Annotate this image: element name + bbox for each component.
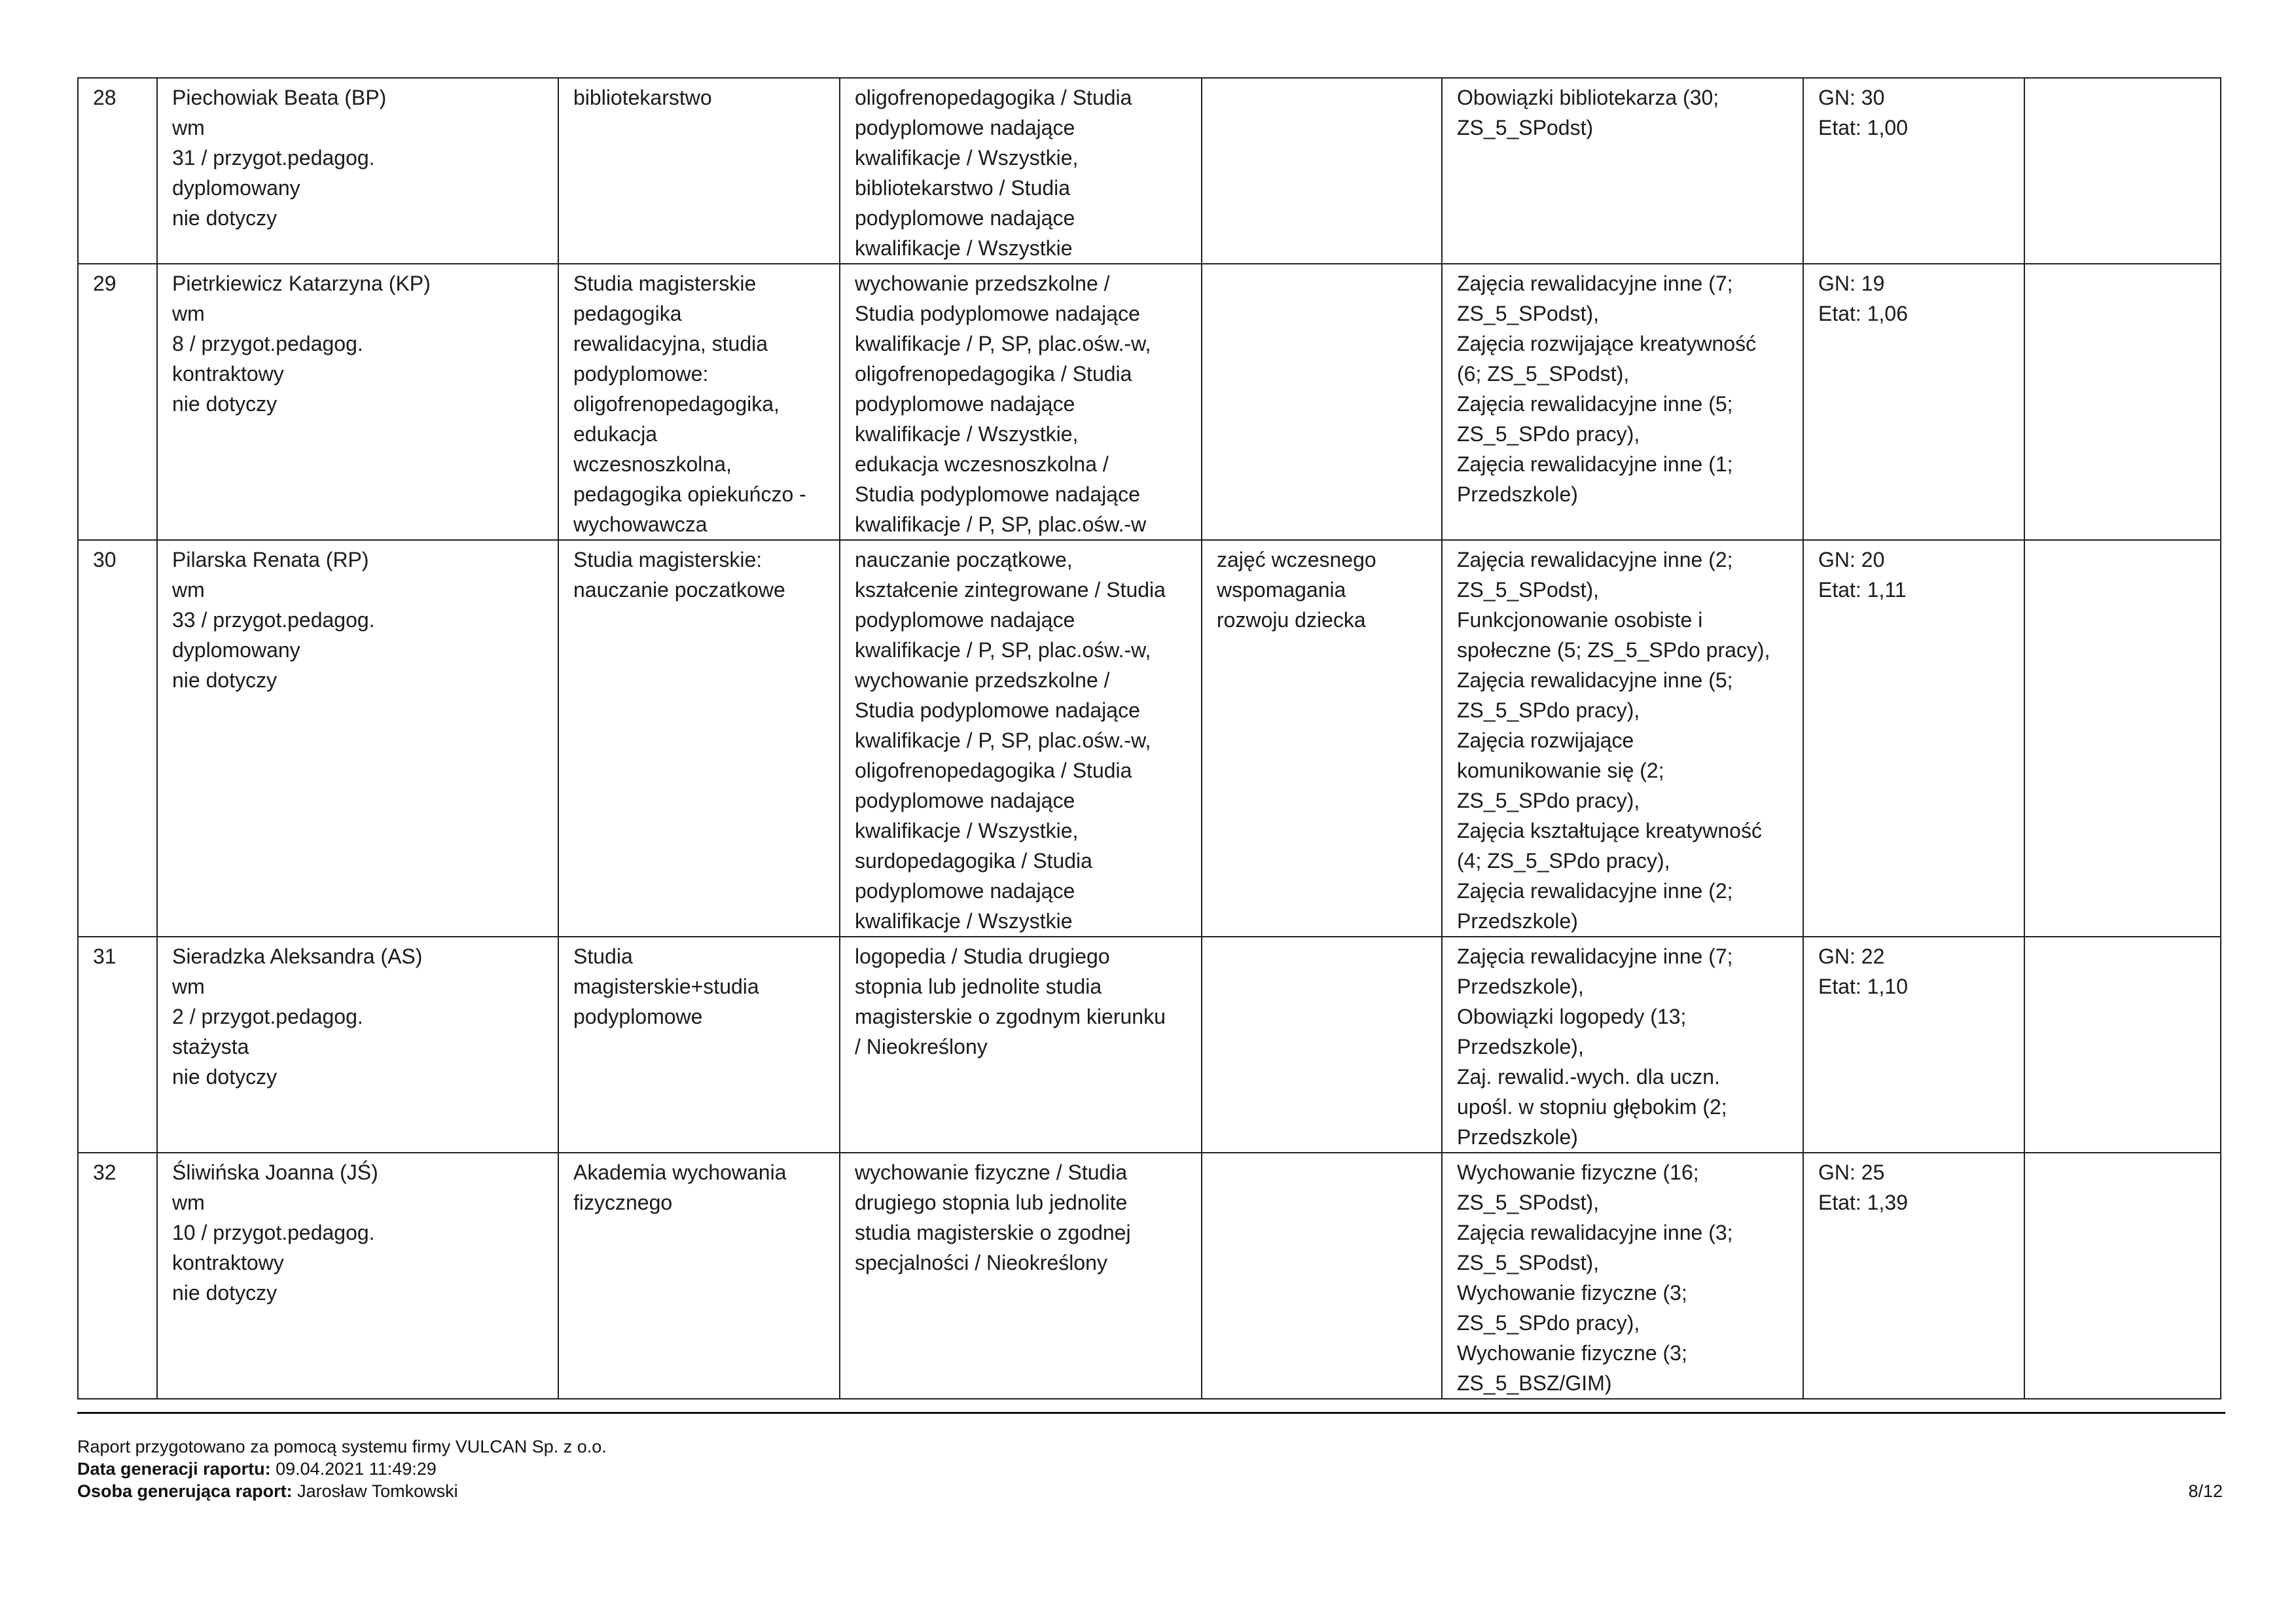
education-cell — [558, 540, 840, 937]
assigned-classes-cell — [1442, 937, 1803, 1153]
assigned-classes-cell — [1442, 540, 1803, 937]
hours-line: GN: 30 — [1818, 86, 1885, 109]
assigned-classes-line: ZS_5_SPodst) — [1457, 116, 1594, 139]
notes-cell — [2024, 937, 2221, 1153]
assigned-classes-line: Zaj. rewalid.-wych. dla uczn. — [1457, 1065, 1720, 1089]
teacher-line: Pietrkiewicz Katarzyna (KP) — [172, 272, 431, 295]
education-line: fizycznego — [573, 1191, 673, 1214]
teacher-line: nie dotyczy — [172, 392, 278, 416]
hours-cell — [1803, 264, 2024, 540]
teacher-line: wm — [172, 302, 205, 325]
qualifications-line: kwalifikacje / P, SP, plac.ośw.-w, — [855, 332, 1151, 355]
report-footer — [77, 1435, 607, 1502]
number-cell: 29 — [78, 264, 157, 540]
assigned-classes-line: upośl. w stopniu głębokim (2; — [1457, 1095, 1727, 1119]
assigned-classes-line: ZS_5_SPodst), — [1457, 1191, 1599, 1214]
assigned-classes-line: ZS_5_SPdo pracy), — [1457, 698, 1640, 722]
hours-line: Etat: 1,06 — [1818, 302, 1908, 325]
assigned-classes-line: Zajęcia rewalidacyjne inne (2; — [1457, 879, 1733, 903]
education-line: nauczanie poczatkowe — [573, 578, 785, 602]
assigned-classes-line: Zajęcia rewalidacyjne inne (1; — [1457, 452, 1733, 476]
education-line: rewalidacyjna, studia — [573, 332, 768, 355]
qualifications-line: oligofrenopedagogika / Studia — [855, 759, 1132, 782]
number-cell: 30 — [78, 540, 157, 937]
education-line: wychowawcza — [573, 513, 708, 536]
assigned-classes-line: Obowiązki logopedy (13; — [1457, 1005, 1687, 1028]
teacher-line: dyplomowany — [172, 176, 300, 200]
number-cell: 32 — [78, 1153, 157, 1399]
hours-line: GN: 25 — [1818, 1161, 1885, 1184]
assigned-classes-line: Zajęcia rozwijające — [1457, 729, 1634, 752]
additional-qualifications-cell — [1202, 264, 1442, 540]
qualifications-line: kwalifikacje / Wszystkie, — [855, 146, 1079, 170]
assigned-classes-line: ZS_5_BSZ/GIM) — [1457, 1371, 1612, 1395]
education-line: oligofrenopedagogika, — [573, 392, 780, 416]
education-cell — [558, 264, 840, 540]
assigned-classes-line: Wychowanie fizyczne (16; — [1457, 1161, 1699, 1184]
assigned-classes-line: Zajęcia rewalidacyjne inne (3; — [1457, 1221, 1733, 1244]
footer-author-value: Jarosław Tomkowski — [292, 1481, 458, 1501]
qualifications-line: wychowanie przedszkolne / — [855, 668, 1110, 692]
hours-line: GN: 20 — [1818, 548, 1885, 571]
education-cell — [558, 78, 840, 264]
footer-date-value: 09.04.2021 11:49:29 — [270, 1459, 437, 1479]
teacher-line: nie dotyczy — [172, 668, 278, 692]
additional-qualifications-line: rozwoju dziecka — [1217, 608, 1366, 632]
table-row — [78, 540, 2221, 937]
hours-line: GN: 19 — [1818, 272, 1885, 295]
additional-qualifications-line: wspomagania — [1217, 578, 1346, 602]
teacher-line: nie dotyczy — [172, 1065, 278, 1089]
qualifications-line: wychowanie przedszkolne / — [855, 272, 1110, 295]
qualifications-line: kwalifikacje / Wszystkie, — [855, 422, 1079, 446]
number-cell: 31 — [78, 937, 157, 1153]
notes-cell — [2024, 78, 2221, 264]
teacher-line: Piechowiak Beata (BP) — [172, 86, 387, 109]
teacher-line: 10 / przygot.pedagog. — [172, 1221, 375, 1244]
footer-author — [77, 1480, 607, 1502]
teacher-line: 2 / przygot.pedagog. — [172, 1005, 363, 1028]
assigned-classes-line: ZS_5_SPdo pracy), — [1457, 789, 1640, 812]
education-line: pedagogika — [573, 302, 682, 325]
education-line: bibliotekarstwo — [573, 86, 712, 109]
teacher-line: stażysta — [172, 1035, 249, 1058]
assigned-classes-line: Funkcjonowanie osobiste i — [1457, 608, 1703, 632]
qualifications-line: edukacja wczesnoszkolna / — [855, 452, 1109, 476]
assigned-classes-line: ZS_5_SPdo pracy), — [1457, 422, 1640, 446]
table-row — [78, 264, 2221, 540]
hours-line: Etat: 1,10 — [1818, 975, 1908, 998]
education-line: Akademia wychowania — [573, 1161, 787, 1184]
teacher-line: 33 / przygot.pedagog. — [172, 608, 375, 632]
assigned-classes-line: Zajęcia rewalidacyjne inne (2; — [1457, 548, 1733, 571]
additional-qualifications-cell — [1202, 78, 1442, 264]
qualifications-line: drugiego stopnia lub jednolite — [855, 1191, 1128, 1214]
teacher-line: wm — [172, 116, 205, 139]
assigned-classes-line: ZS_5_SPodst), — [1457, 1251, 1599, 1274]
teacher-line: nie dotyczy — [172, 1281, 278, 1305]
hours-cell — [1803, 78, 2024, 264]
footer-generation-date — [77, 1458, 607, 1480]
qualifications-cell — [840, 540, 1202, 937]
teacher-line: dyplomowany — [172, 638, 300, 662]
teacher-line: Śliwińska Joanna (JŚ) — [172, 1161, 378, 1184]
qualifications-line: stopnia lub jednolite studia — [855, 975, 1102, 998]
qualifications-line: magisterskie o zgodnym kierunku — [855, 1005, 1166, 1028]
teacher-line: kontraktowy — [172, 1251, 284, 1274]
assigned-classes-line: ZS_5_SPodst), — [1457, 302, 1599, 325]
hours-cell — [1803, 1153, 2024, 1399]
assigned-classes-line: Przedszkole) — [1457, 482, 1578, 506]
footer-author-label: Osoba generująca raport: — [77, 1481, 293, 1501]
qualifications-line: kwalifikacje / P, SP, plac.ośw.-w — [855, 513, 1147, 536]
education-line: edukacja — [573, 422, 658, 446]
education-cell — [558, 937, 840, 1153]
hours-cell — [1803, 540, 2024, 937]
table-row — [78, 1153, 2221, 1399]
teacher-line: wm — [172, 578, 205, 602]
teacher-line: kontraktowy — [172, 362, 284, 386]
assigned-classes-line: Wychowanie fizyczne (3; — [1457, 1281, 1687, 1305]
qualifications-line: Studia podyplomowe nadające — [855, 698, 1140, 722]
page-number: 8/12 — [2188, 1481, 2223, 1501]
qualifications-line: wychowanie fizyczne / Studia — [855, 1161, 1128, 1184]
qualifications-line: podyplomowe nadające — [855, 116, 1075, 139]
teacher-line: Sieradzka Aleksandra (AS) — [172, 945, 423, 968]
assigned-classes-line: Zajęcia kształtujące kreatywność — [1457, 819, 1762, 842]
assigned-classes-line: Zajęcia rewalidacyjne inne (5; — [1457, 668, 1733, 692]
qualifications-line: nauczanie początkowe, — [855, 548, 1073, 571]
teacher-cell — [157, 1153, 558, 1399]
teacher-line: Pilarska Renata (RP) — [172, 548, 369, 571]
education-line: Studia — [573, 945, 633, 968]
qualifications-line: kwalifikacje / P, SP, plac.ośw.-w, — [855, 729, 1151, 752]
table-row — [78, 78, 2221, 264]
education-line: wczesnoszkolna, — [573, 452, 732, 476]
staff-table — [77, 77, 2221, 1399]
hours-line: Etat: 1,11 — [1818, 578, 1907, 602]
assigned-classes-line: Obowiązki bibliotekarza (30; — [1457, 86, 1719, 109]
additional-qualifications-cell — [1202, 540, 1442, 937]
qualifications-line: oligofrenopedagogika / Studia — [855, 362, 1132, 386]
qualifications-line: Studia podyplomowe nadające — [855, 302, 1140, 325]
assigned-classes-line: Zajęcia rewalidacyjne inne (7; — [1457, 272, 1733, 295]
qualifications-cell — [840, 1153, 1202, 1399]
assigned-classes-line: Zajęcia rewalidacyjne inne (5; — [1457, 392, 1733, 416]
education-line: podyplomowe — [573, 1005, 703, 1028]
footer-prepared-by: Raport przygotowano za pomocą systemu firmy VULCAN Sp. z o.o. — [77, 1437, 607, 1456]
assigned-classes-line: Przedszkole), — [1457, 1035, 1584, 1058]
qualifications-cell — [840, 78, 1202, 264]
assigned-classes-line: (6; ZS_5_SPodst), — [1457, 362, 1630, 386]
education-line: Studia magisterskie: — [573, 548, 762, 571]
table-row — [78, 937, 2221, 1153]
education-line: podyplomowe: — [573, 362, 709, 386]
teacher-cell — [157, 78, 558, 264]
notes-cell — [2024, 540, 2221, 937]
assigned-classes-line: Przedszkole) — [1457, 1125, 1578, 1149]
assigned-classes-line: ZS_5_SPdo pracy), — [1457, 1311, 1640, 1335]
teacher-line: 8 / przygot.pedagog. — [172, 332, 363, 355]
qualifications-line: podyplomowe nadające — [855, 879, 1075, 903]
footer-divider — [77, 1412, 2225, 1414]
assigned-classes-line: Przedszkole), — [1457, 975, 1584, 998]
qualifications-line: Studia podyplomowe nadające — [855, 482, 1140, 506]
assigned-classes-line: Zajęcia rozwijające kreatywność — [1457, 332, 1757, 355]
qualifications-line: kwalifikacje / Wszystkie, — [855, 819, 1079, 842]
additional-qualifications-cell — [1202, 937, 1442, 1153]
notes-cell — [2024, 1153, 2221, 1399]
education-cell — [558, 1153, 840, 1399]
assigned-classes-line: komunikowanie się (2; — [1457, 759, 1664, 782]
hours-cell — [1803, 937, 2024, 1153]
teacher-cell — [157, 264, 558, 540]
qualifications-line: kształcenie zintegrowane / Studia — [855, 578, 1166, 602]
qualifications-line: / Nieokreślony — [855, 1035, 988, 1058]
qualifications-line: kwalifikacje / Wszystkie — [855, 909, 1073, 933]
assigned-classes-line: ZS_5_SPodst), — [1457, 578, 1599, 602]
qualifications-line: kwalifikacje / Wszystkie — [855, 236, 1073, 260]
qualifications-line: specjalności / Nieokreślony — [855, 1251, 1107, 1274]
assigned-classes-line: Zajęcia rewalidacyjne inne (7; — [1457, 945, 1733, 968]
education-line: Studia magisterskie — [573, 272, 757, 295]
hours-line: Etat: 1,39 — [1818, 1191, 1908, 1214]
teacher-line: 31 / przygot.pedagog. — [172, 146, 375, 170]
hours-line: Etat: 1,00 — [1818, 116, 1908, 139]
qualifications-line: kwalifikacje / P, SP, plac.ośw.-w, — [855, 638, 1151, 662]
additional-qualifications-cell — [1202, 1153, 1442, 1399]
hours-line: GN: 22 — [1818, 945, 1885, 968]
notes-cell — [2024, 264, 2221, 540]
qualifications-line: studia magisterskie o zgodnej — [855, 1221, 1131, 1244]
qualifications-line: surdopedagogika / Studia — [855, 849, 1092, 873]
assigned-classes-line: społeczne (5; ZS_5_SPdo pracy), — [1457, 638, 1770, 662]
assigned-classes-line: Wychowanie fizyczne (3; — [1457, 1341, 1687, 1365]
qualifications-line: logopedia / Studia drugiego — [855, 945, 1110, 968]
teacher-line: wm — [172, 975, 205, 998]
assigned-classes-cell — [1442, 1153, 1803, 1399]
qualifications-line: oligofrenopedagogika / Studia — [855, 86, 1132, 109]
footer-date-label: Data generacji raportu: — [77, 1459, 271, 1479]
qualifications-line: podyplomowe nadające — [855, 789, 1075, 812]
qualifications-cell — [840, 937, 1202, 1153]
teacher-cell — [157, 540, 558, 937]
additional-qualifications-line: zajęć wczesnego — [1217, 548, 1376, 571]
teacher-line: wm — [172, 1191, 205, 1214]
education-line: magisterskie+studia — [573, 975, 759, 998]
qualifications-line: podyplomowe nadające — [855, 392, 1075, 416]
assigned-classes-line: Przedszkole) — [1457, 909, 1578, 933]
number-cell: 28 — [78, 78, 157, 264]
assigned-classes-line: (4; ZS_5_SPdo pracy), — [1457, 849, 1670, 873]
assigned-classes-cell — [1442, 264, 1803, 540]
qualifications-line: bibliotekarstwo / Studia — [855, 176, 1071, 200]
qualifications-cell — [840, 264, 1202, 540]
qualifications-line: podyplomowe nadające — [855, 608, 1075, 632]
assigned-classes-cell — [1442, 78, 1803, 264]
teacher-cell — [157, 937, 558, 1153]
education-line: pedagogika opiekuńczo - — [573, 482, 806, 506]
qualifications-line: podyplomowe nadające — [855, 206, 1075, 230]
teacher-line: nie dotyczy — [172, 206, 278, 230]
